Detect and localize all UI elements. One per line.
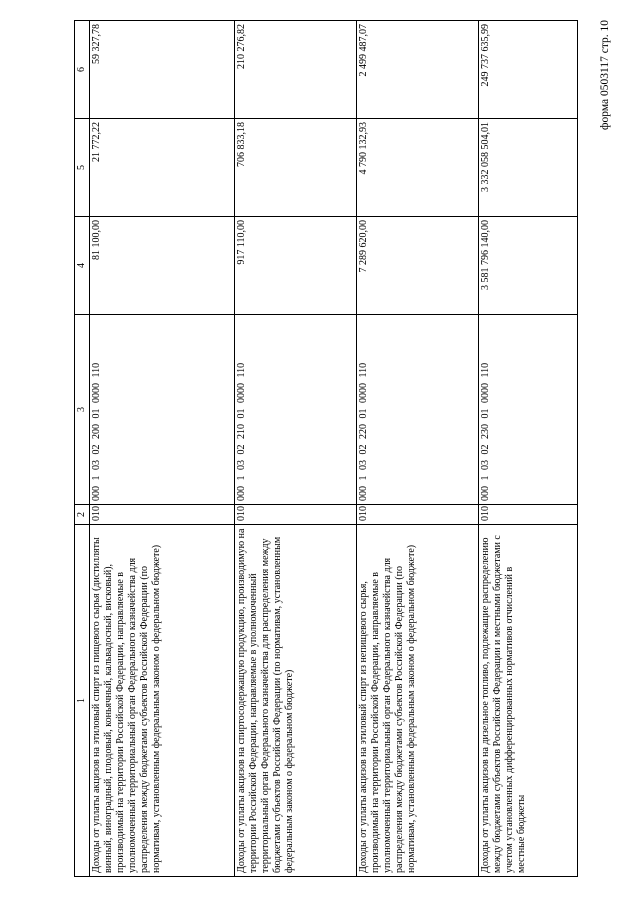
form-reference: форма 0503117 стр. 10 xyxy=(599,20,611,130)
row-approved-amount: 3 581 796 140,00 xyxy=(479,217,578,315)
row-line-code: 010 xyxy=(235,505,357,525)
row-budget-code: 000 1 03 02 230 01 0000 110 xyxy=(479,315,578,505)
table-row xyxy=(90,21,235,877)
column-number: 3 xyxy=(75,315,90,505)
row-unexecuted-amount: 2 499 487,07 xyxy=(357,21,479,119)
column-number: 2 xyxy=(75,505,90,525)
revenue-table-container xyxy=(74,21,578,877)
row-approved-amount: 917 110,00 xyxy=(235,217,357,315)
row-name: Доходы от уплаты акцизов на дизельное топливо, подлежащие распределению между бюджетами субъектов Российской Федерации и местными бюджетами с учетом установленных дифференцированных нормативов отчислений в местные бюджеты xyxy=(479,525,578,877)
table-row xyxy=(479,21,578,877)
row-name: Доходы от уплаты акцизов на этиловый спирт из пищевого сырья (дистилляты винный, виноградный, плодовый, коньячный, кальвадосный, висковый), производимый на территории Российской Федерации, направляемые в уполномоченный территориальный орган Федерального казначейства для распределения между бюджетами субъектов Российской Федерации (по нормативам, установленным федеральным законом о федеральном бюджете) xyxy=(90,525,235,877)
row-unexecuted-amount: 210 276,82 xyxy=(235,21,357,119)
table-row xyxy=(235,21,357,877)
row-line-code: 010 xyxy=(357,505,479,525)
row-approved-amount: 7 289 620,00 xyxy=(357,217,479,315)
revenue-table xyxy=(74,20,578,877)
row-approved-amount: 81 100,00 xyxy=(90,217,235,315)
row-executed-amount: 21 772,22 xyxy=(90,119,235,217)
table-row xyxy=(357,21,479,877)
column-number: 5 xyxy=(75,119,90,217)
row-name: Доходы от уплаты акцизов на спиртосодержащую продукцию, производимую на территории Российской Федерации, направляемые в уполномоченный территориальный орган Федерального казначейства для распределения между бюджетами субъектов Российской Федерации (по нормативам, установленным федеральным законом о федеральном бюджете) xyxy=(235,525,357,877)
column-number: 1 xyxy=(75,525,90,877)
row-budget-code: 000 1 03 02 200 01 0000 110 xyxy=(90,315,235,505)
row-budget-code: 000 1 03 02 220 01 0000 110 xyxy=(357,315,479,505)
row-executed-amount: 3 332 058 504,01 xyxy=(479,119,578,217)
row-unexecuted-amount: 59 327,78 xyxy=(90,21,235,119)
column-number: 4 xyxy=(75,217,90,315)
column-number-row xyxy=(75,21,90,877)
row-name: Доходы от уплаты акцизов на этиловый спирт из непищевого сырья, производимый на территории Российской Федерации, направляемые в уполномоченный территориальный орган Федерального казначейства для распределения между бюджетами субъектов Российской Федерации (по нормативам, установленным федеральным законом о федеральном бюджете) xyxy=(357,525,479,877)
column-number: 6 xyxy=(75,21,90,119)
row-executed-amount: 706 833,18 xyxy=(235,119,357,217)
row-line-code: 010 xyxy=(479,505,578,525)
row-unexecuted-amount: 249 737 635,99 xyxy=(479,21,578,119)
row-executed-amount: 4 790 132,93 xyxy=(357,119,479,217)
row-line-code: 010 xyxy=(90,505,235,525)
row-budget-code: 000 1 03 02 210 01 0000 110 xyxy=(235,315,357,505)
